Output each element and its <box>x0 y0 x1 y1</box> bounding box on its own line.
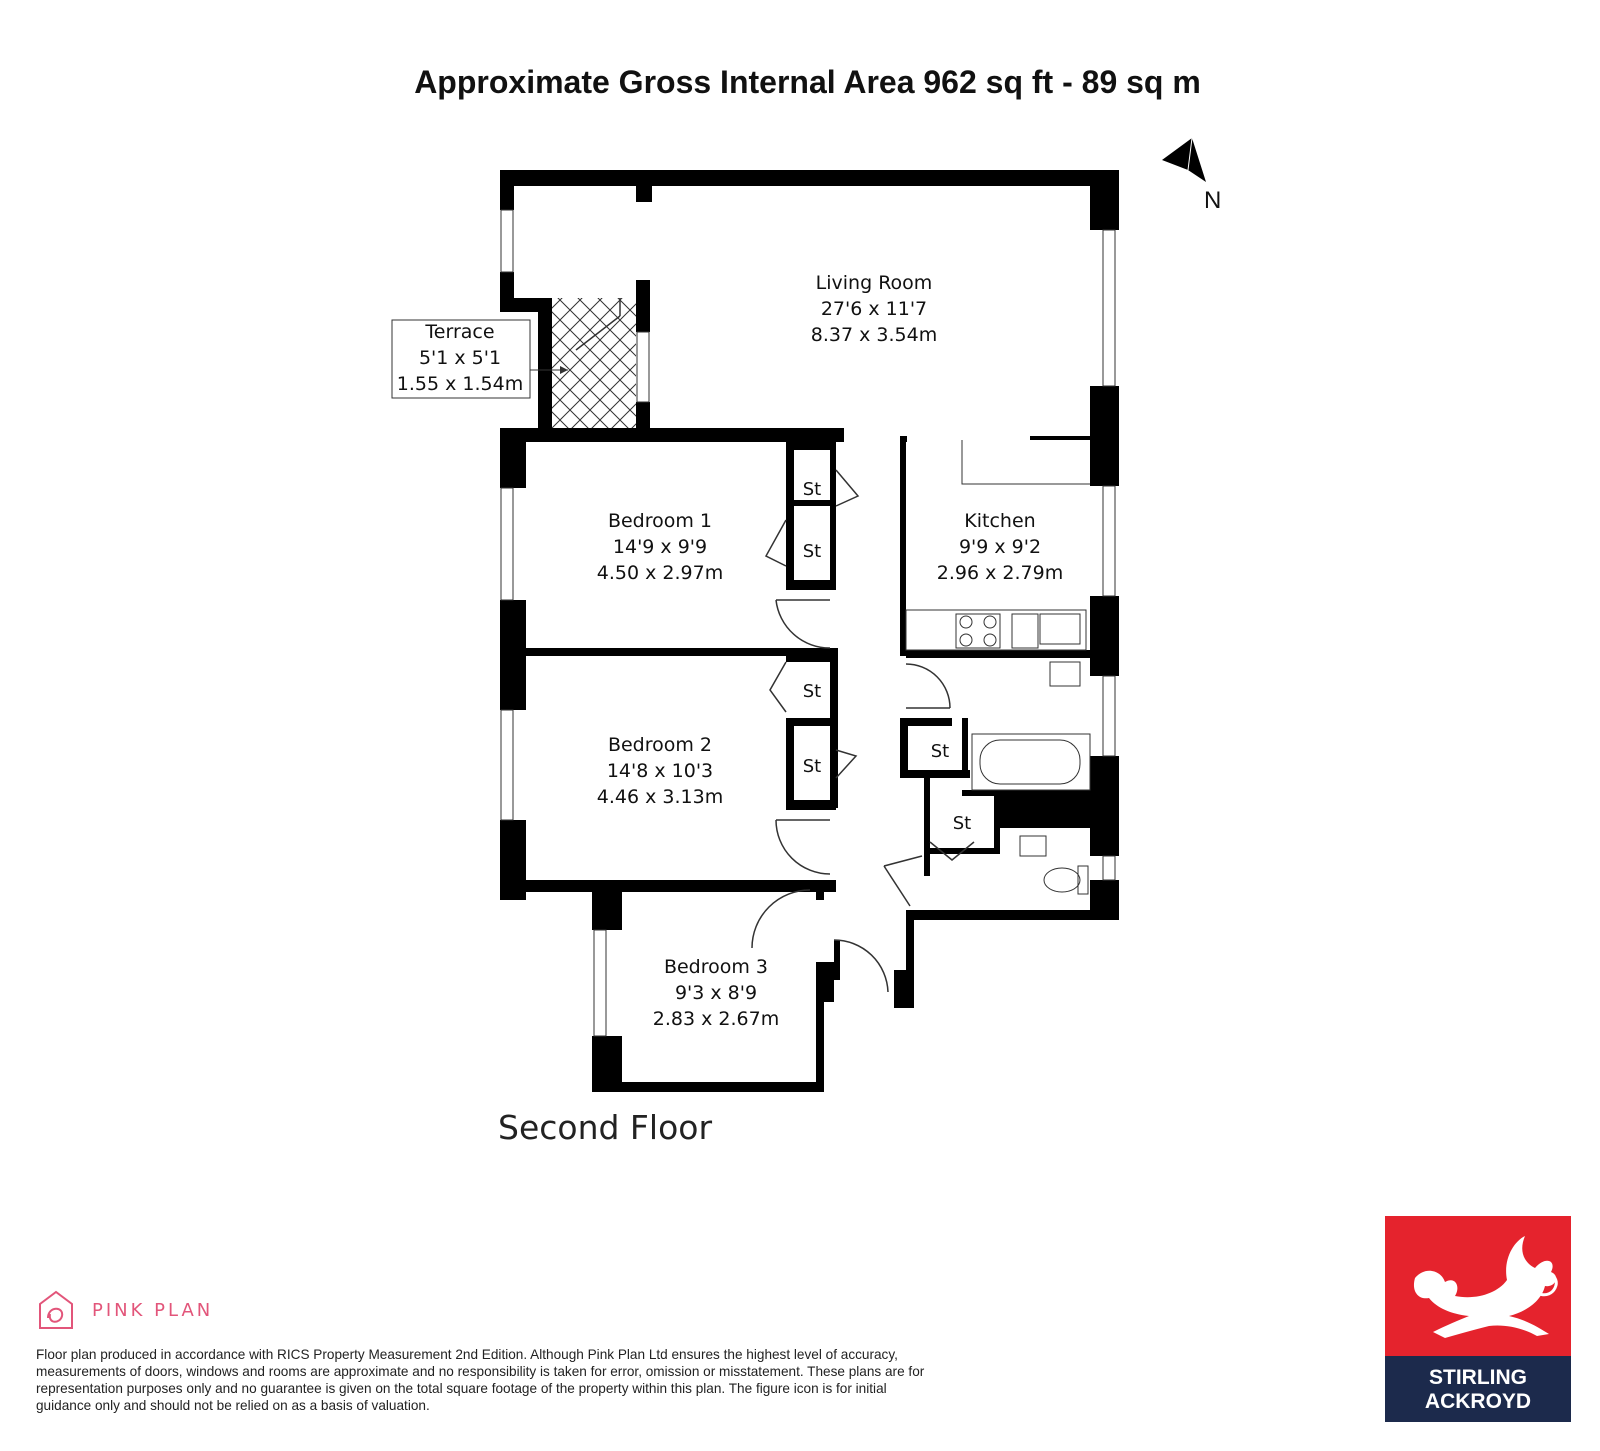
room-imperial: 14'9 x 9'9 <box>612 536 708 558</box>
north-label: N <box>1204 187 1222 214</box>
bathroom-fittings <box>972 662 1090 894</box>
room-metric: 8.37 x 3.54m <box>810 324 938 346</box>
room-imperial: 9'9 x 9'2 <box>958 536 1042 558</box>
room-imperial: 9'3 x 8'9 <box>674 982 758 1004</box>
room-label-bedroom-3 <box>653 956 779 1030</box>
room-name: Bedroom 3 <box>663 956 769 978</box>
storage-label: St <box>802 756 822 777</box>
room-name: Kitchen <box>964 510 1036 532</box>
room-imperial: 14'8 x 10'3 <box>606 760 714 782</box>
agent-logo-red-panel <box>1385 1216 1571 1356</box>
page-title: Approximate Gross Internal Area 962 sq ft - 89 sq m <box>414 64 1201 100</box>
room-name: Living Room <box>815 272 933 294</box>
room-label-living-room <box>811 272 937 346</box>
storage-label: St <box>802 681 822 702</box>
storage-label: St <box>802 479 822 500</box>
room-imperial: 5'1 x 5'1 <box>418 347 502 369</box>
agent-name-line-2: ACKROYD <box>1424 1390 1532 1413</box>
pink-plan-brand: PINK PLAN <box>92 1300 214 1321</box>
griffin-icon <box>1385 1216 1571 1356</box>
room-metric: 1.55 x 1.54m <box>396 373 524 395</box>
terrace-floor <box>538 298 636 430</box>
north-arrow-icon <box>1162 138 1206 182</box>
storage-label: St <box>952 813 972 834</box>
agent-name-line-1: STIRLING <box>1429 1366 1527 1389</box>
disclaimer: Floor plan produced in accordance with RICS Property Measurement 2nd Edition. Although Pink Plan Ltd ensures the highest level of accuracy, measurements of doors, windows and rooms are approximate and no responsibility is taken for error, omission or misstatement. These plans are for representation purposes only and no guarantee is given on the total square footage of the property within this plan. The figure icon is for initial guidance only and should not be relied on as a basis of valuation. <box>36 1347 925 1413</box>
room-label-bedroom-1 <box>597 510 723 584</box>
room-name: Terrace <box>425 321 495 343</box>
agent-logo-navy-panel <box>1385 1356 1571 1422</box>
room-name: Bedroom 1 <box>607 510 713 532</box>
room-name: Bedroom 2 <box>607 734 713 756</box>
stirling-ackroyd-logo <box>1385 1216 1571 1422</box>
storage-label: St <box>930 741 950 762</box>
room-label-bedroom-2 <box>597 734 723 808</box>
room-metric: 4.46 x 3.13m <box>596 786 724 808</box>
floor-label: Second Floor <box>498 1108 713 1147</box>
room-label-kitchen <box>937 510 1063 584</box>
room-metric: 2.83 x 2.67m <box>652 1008 780 1030</box>
room-metric: 4.50 x 2.97m <box>596 562 724 584</box>
room-imperial: 27'6 x 11'7 <box>820 298 928 320</box>
pink-plan-logo-icon <box>36 1288 80 1332</box>
room-metric: 2.96 x 2.79m <box>936 562 1064 584</box>
storage-label: St <box>802 541 822 562</box>
